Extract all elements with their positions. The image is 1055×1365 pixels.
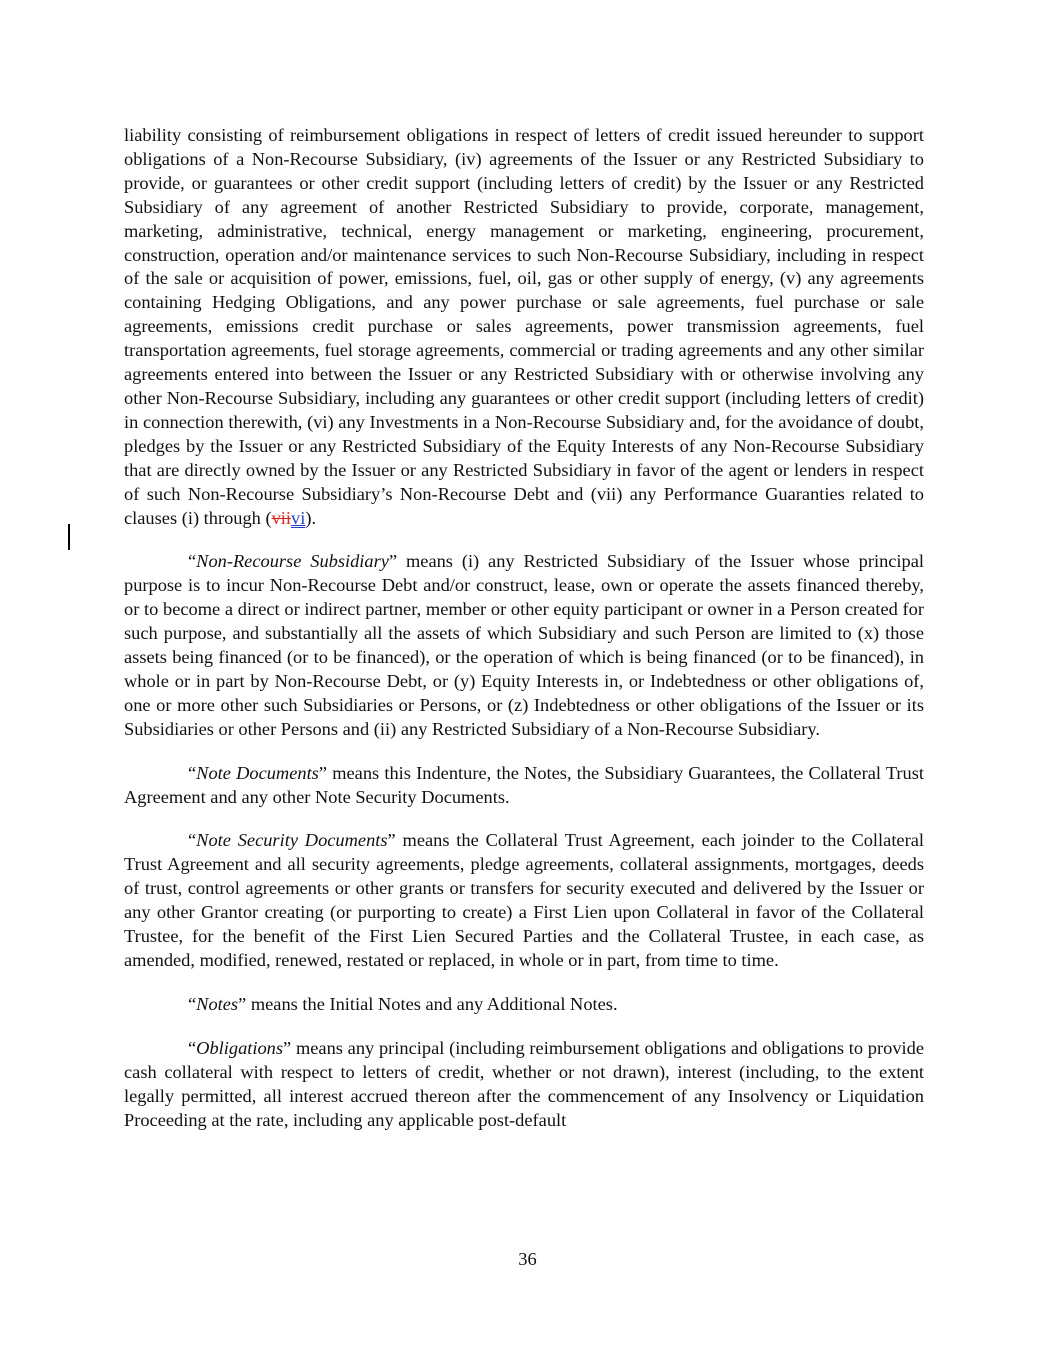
open-quote: “ — [188, 551, 197, 572]
definition-non-recourse-subsidiary — [124, 550, 924, 741]
definition-text: ” means (i) any Restricted Subsidiary of the Issuer whose principal purpose is to incur Non-Recourse Debt and/or construct, lease, own or operate the assets financed thereby, or to become a direct or indirect partner, member or other equity participant or owner in a Person created for such purpose, and substantially all the assets of which Subsidiary and such Person are limited to (x) those assets being financed (or to be financed), or the operation of which is being financed (or to be financed), in whole or in part by Non-Recourse Debt, or (y) Equity Interests in, or Indebtedness or other obligations of, one or more other such Subsidiaries or Persons, or (z) Indebtedness or other obligations of the Issuer or its Subsidiaries or other Persons and (ii) any Restricted Subsidiary of a Non-Recourse Subsidiary. — [124, 551, 925, 739]
defined-term: Obligations — [196, 1037, 284, 1058]
document-page-body — [124, 124, 924, 1132]
defined-term: Non-Recourse Subsidiary — [196, 551, 389, 572]
page-number: 36 — [518, 1249, 537, 1269]
deleted-revision-text: vii — [271, 507, 292, 528]
open-quote: “ — [188, 1037, 197, 1058]
revision-change-bar — [68, 524, 70, 550]
continuation-paragraph — [124, 124, 924, 530]
open-quote: “ — [188, 993, 197, 1014]
continuation-end-text: ). — [305, 507, 317, 528]
defined-term: Notes — [196, 993, 239, 1014]
open-quote: “ — [188, 762, 197, 783]
definition-text: ” means any principal (including reimbursement obligations and obligations to provide cash collateral with respect to letters of credit, whether or not drawn), interest (including, to the extent legally permitted, all interest accrued thereon after the commencement of any Insolvency or Liquidation Proceeding at the rate, including any applicable post-default — [124, 1037, 924, 1130]
definition-obligations — [124, 1037, 924, 1133]
definition-note-documents — [124, 762, 924, 810]
definition-notes — [124, 993, 924, 1017]
inserted-revision-text: vi — [291, 507, 306, 528]
definition-text: ” means the Initial Notes and any Additional Notes. — [238, 993, 618, 1014]
definition-text: ” means the Collateral Trust Agreement, each joinder to the Collateral Trust Agreement and all security agreements, pledge agreements, collateral assignments, mortgages, deeds of trust, control agreements or other grants or transfers for security executed and delivered by the Issuer or any other Grantor creating (or purporting to create) a First Lien upon Collateral in favor of the Collateral Trustee, for the benefit of the First Lien Secured Parties and the Collateral Trustee, in each case, as amended, modified, renewed, restated or replaced, in whole or in part, from time to time. — [124, 830, 924, 970]
definition-note-security-documents — [124, 829, 924, 972]
open-quote: “ — [188, 830, 197, 851]
definition-text: ” means this Indenture, the Notes, the Subsidiary Guarantees, the Collateral Trust Agreement and any other Note Security Documents. — [124, 762, 924, 807]
continuation-text: liability consisting of reimbursement obligations in respect of letters of credit issued hereunder to support obligations of a Non-Recourse Subsidiary, (iv) agreements of the Issuer or any Restricted Subsidiary to provide, or guarantees or other credit support (including letters of credit) by the Issuer or any Restricted Subsidiary of any agreement of another Restricted Subsidiary to provide, corporate, management, marketing, administrative, technical, energy management or marketing, engineering, procurement, construction, operation and/or maintenance services to such Non-Recourse Subsidiary, including in respect of the sale or acquisition of power, emissions, fuel, oil, gas or other supply of energy, (v) any agreements containing Hedging Obligations, and any power purchase or sale agreements, fuel purchase or sale agreements, emissions credit purchase or sales agreements, power transmission agreements, fuel transportation agreements, fuel storage agreements, commercial or trading agreements and any other similar agreements entered into between the Issuer or any Restricted Subsidiary with or otherwise involving any other Non-Recourse Subsidiary, including any guarantees or other credit support (including letters of credit) in connection therewith, (vi) any Investments in a Non-Recourse Subsidiary and, for the avoidance of doubt, pledges by the Issuer or any Restricted Subsidiary of the Equity Interests of any Non-Recourse Subsidiary that are directly owned by the Issuer or any Restricted Subsidiary in favor of the agent or lenders in respect of such Non-Recourse Subsidiary’s Non-Recourse Debt and (vii) any Performance Guaranties related to clauses (i) through ( — [124, 125, 924, 528]
defined-term: Note Security Documents — [196, 830, 388, 851]
defined-term: Note Documents — [196, 762, 319, 783]
